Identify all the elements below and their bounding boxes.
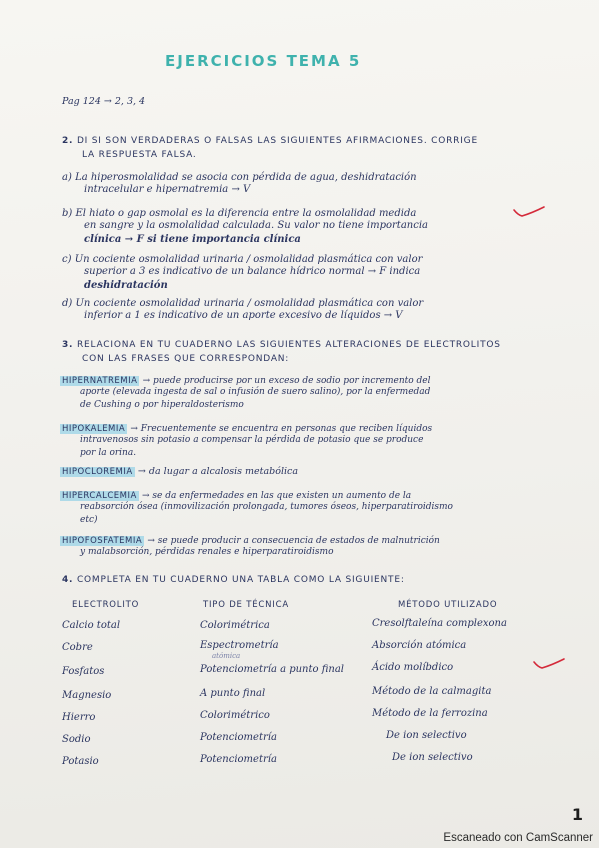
table-cell: Colorimétrico [200, 710, 270, 721]
q3-line3: etc) [80, 515, 98, 525]
q2-item-line3: deshidratación [84, 280, 168, 291]
q3-line3: por la orina. [80, 448, 137, 458]
q3-line2: aporte (elevada ingesta de sal o infusión de suero salino), por la enfermedad [80, 387, 431, 397]
table-cell: Magnesio [62, 690, 112, 701]
table-header-metodo: MÉTODO UTILIZADO [398, 600, 498, 610]
q2-item-line1: El hiato o gap osmolal es la diferencia entre la osmolalidad medida [75, 208, 417, 219]
table-cell: Potenciometría a punto final [200, 664, 344, 675]
q3-line1: → se da enfermedades en las que existen un aumento de la [142, 491, 412, 501]
table-cell: Hierro [62, 712, 96, 723]
table-cell: Espectrometría [200, 640, 279, 651]
table-cell: Sodio [62, 734, 91, 745]
q3-item-hipocloremia [60, 464, 298, 480]
q2-statement-line2: LA RESPUESTA FALSA. [82, 150, 197, 160]
table-cell: Colorimétrica [200, 620, 270, 631]
q3-term: HIPOCLOREMIA [62, 467, 133, 477]
page-title: EJERCICIOS TEMA 5 [165, 52, 362, 70]
table-header-tecnica: TIPO DE TÉCNICA [203, 600, 289, 610]
q2-item-line2: en sangre y la osmolalidad calculada. Su valor no tiene importancia [84, 220, 428, 231]
table-cell: De ion selectivo [392, 752, 473, 763]
table-cell: Método de la ferrozina [372, 708, 488, 719]
q3-number: 3. [62, 340, 74, 350]
q3-term: HIPERCALCEMIA [62, 491, 137, 501]
q2-item-letter: b) [62, 208, 73, 219]
q2-item-line1: Un cociente osmolalidad urinaria / osmolalidad plasmática con valor [75, 298, 424, 309]
q2-item-line2: intracelular e hipernatremia → V [84, 184, 251, 195]
red-checkmark-icon [532, 657, 566, 671]
q3-line2: intravenosos sin potasio a compensar la pérdida de potasio que se produce [80, 435, 424, 445]
q2-item-line2: superior a 3 es indicativo de un balance hídrico normal → F indica [84, 266, 421, 277]
q3-term: HIPOKALEMIA [62, 424, 126, 434]
table-cell: Potenciometría [200, 754, 277, 765]
q3-statement-line1: RELACIONA EN TU CUADERNO LAS SIGUIENTES ALTERACIONES DE ELECTROLITOS [76, 340, 501, 350]
table-cell: Cobre [62, 642, 93, 653]
q3-line3: de Cushing o por hiperaldosterismo [80, 400, 244, 410]
q2-item-line2: inferior a 1 es indicativo de un aporte excesivo de líquidos → V [84, 310, 403, 321]
page-reference: Pag 124 → 2, 3, 4 [62, 96, 146, 107]
table-cell: Cresolftaleína complexona [372, 618, 507, 629]
q3-line2: y malabsorción, pérdidas renales e hiperparatiroidismo [80, 547, 334, 557]
table-cell: Potenciometría [200, 732, 277, 743]
table-cell: A punto final [200, 688, 266, 699]
table-cell: Absorción atómica [372, 640, 467, 651]
q3-line2: reabsorción ósea (inmovilización prolongada, tumores óseos, hiperparatiroidismo [80, 502, 453, 512]
q3-term: HIPERNATREMIA [62, 376, 138, 386]
q4-statement: COMPLETA EN TU CUADERNO UNA TABLA COMO LA SIGUIENTE: [76, 575, 405, 585]
table-cell-note: atómica [212, 652, 241, 660]
table-cell: Fosfatos [62, 666, 105, 677]
q3-line1: → da lugar a alcalosis metabólica [137, 466, 299, 477]
q2-statement-line1: DI SI SON VERDADERAS O FALSAS LAS SIGUIENTES AFIRMACIONES. CORRIGE [76, 136, 478, 146]
q2-item-line1: La hiperosmolalidad se asocia con pérdida de agua, deshidratación [75, 172, 417, 183]
q2-item-letter: d) [62, 298, 73, 309]
table-cell: Potasio [62, 756, 99, 767]
q3-line1: → Frecuentemente se encuentra en personas que reciben líquidos [130, 424, 433, 434]
page-number: 1 [571, 805, 583, 824]
table-cell: Ácido molíbdico [372, 662, 454, 673]
q2-item-line1: Un cociente osmolalidad urinaria / osmolalidad plasmática con valor [74, 254, 423, 265]
table-header-electrolito: ELECTROLITO [72, 600, 140, 610]
table-cell: De ion selectivo [386, 730, 467, 741]
table-cell: Método de la calmagita [372, 686, 492, 697]
scanner-watermark: Escaneado con CamScanner [443, 832, 593, 844]
q2-number: 2. [62, 136, 74, 146]
q3-line1: → se puede producir a consecuencia de estados de malnutrición [147, 536, 440, 546]
q3-term: HIPOFOSFATEMIA [62, 536, 143, 546]
table-cell: Calcio total [62, 620, 121, 631]
q2-item-letter: a) [62, 172, 72, 183]
red-checkmark-icon [512, 205, 546, 219]
q3-statement-line2: CON LAS FRASES QUE CORRESPONDAN: [82, 354, 290, 364]
q2-item-letter: c) [62, 254, 72, 265]
q2-item-line3: clínica → F si tiene importancia clínica [84, 234, 301, 245]
q3-line1: → puede producirse por un exceso de sodio por incremento del [142, 376, 431, 386]
q4-number: 4. [62, 575, 74, 585]
